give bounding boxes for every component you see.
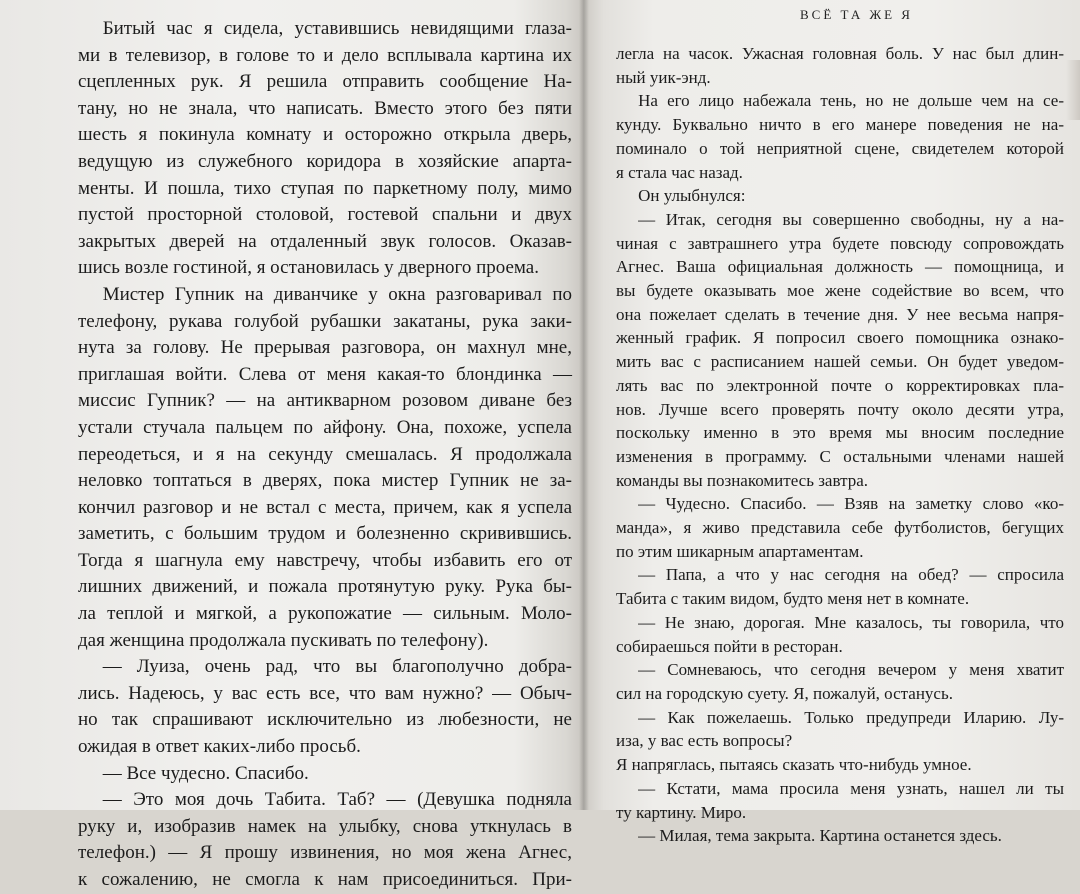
text-line: лись. Надеюсь, у вас есть все, что вам нужно? — Обыч- bbox=[78, 682, 572, 704]
text-line: Мистер Гупник на диванчике у окна разговаривал по bbox=[102, 283, 572, 305]
book-gutter bbox=[579, 0, 589, 810]
text-line: команды вы познакомитесь завтра. bbox=[616, 470, 869, 490]
text-line: — Не знаю, дорогая. Мне казалось, ты говорила, что bbox=[638, 612, 1064, 632]
text-line: Агнес. Ваша официальная должность — помощница, и bbox=[616, 257, 1064, 277]
text-line: мить вас с расписанием нашей семьи. Он будет уведом- bbox=[616, 352, 1064, 372]
text-line: — Все чудесно. Спасибо. bbox=[102, 762, 309, 784]
text-line: поскольку именно в это время мы вносим последние bbox=[616, 423, 1064, 443]
text-line: легла на часок. Ужасная головная боль. У нас был длин- bbox=[616, 44, 1064, 63]
text-line: дая женщина продолжала пускивать по телефону). bbox=[78, 629, 489, 651]
text-line: нута за голову. Не прерывая разговора, он махнул мне, bbox=[78, 337, 572, 359]
text-line: — Кстати, мама просила меня узнать, нашел ли ты bbox=[638, 778, 1064, 798]
text-line: телефону, рукава голубой рубашки закатаны, рука заки- bbox=[78, 310, 572, 332]
text-line: по этим шикарным апартаментам. bbox=[616, 541, 864, 561]
text-line: тану, но не знала, что написать. Вместо этого без пяти bbox=[78, 97, 572, 119]
text-line: ми в телевизор, в голове то и дело всплывала картина их bbox=[78, 44, 572, 66]
text-line: но так спрашивают исключительно из любезности, не bbox=[78, 709, 572, 731]
text-line: шесть я покинула комнату и осторожно открыла дверь, bbox=[78, 124, 572, 146]
text-line: иза, у вас есть вопросы? bbox=[616, 731, 793, 751]
text-line: сил на городскую суету. Я, пожалуй, останусь. bbox=[616, 683, 953, 703]
text-line: — Это моя дочь Табита. Таб? — (Девушка подняла bbox=[102, 789, 572, 811]
text-line: На его лицо набежала тень, но не дольше чем на се- bbox=[638, 91, 1064, 111]
text-line: менты. И пошла, тихо ступая по паркетному полу, мимо bbox=[78, 177, 572, 199]
text-line: женный график. Я попросил своего помощника ознако- bbox=[616, 328, 1064, 348]
page-edge-shadow bbox=[1066, 60, 1080, 120]
text-line: я стала час назад. bbox=[616, 162, 743, 182]
text-line: вы будете оказывать мое жене содействие во всем, что bbox=[616, 281, 1064, 301]
text-line: ный уик-энд. bbox=[616, 67, 711, 87]
text-line: Тогда я шагнула ему навстречу, чтобы избавить его от bbox=[78, 549, 572, 571]
text-line: нов. Лучше всего проверять почту около десяти утра, bbox=[616, 399, 1064, 419]
text-line: манда», я живо представила себе футболистов, бегущих bbox=[616, 518, 1064, 538]
text-line: неловко топтаться в дверях, пока мистер Гупник не за- bbox=[78, 470, 572, 492]
text-line: собираешься пойти в ресторан. bbox=[616, 636, 843, 656]
text-line: закрытых дверей на отдаленный звук голосов. Оказав- bbox=[78, 230, 572, 252]
text-line: Я напряглась, пытаясь сказать что-нибудь умное. bbox=[616, 755, 972, 775]
text-line: лишних движений, и пожала протянутую руку. Рука бы- bbox=[78, 576, 572, 598]
text-line: шись возле гостиной, я остановилась у дверного проема. bbox=[78, 257, 539, 279]
text-line: устали стучала пальцем по айфону. Она, похоже, успела bbox=[78, 416, 572, 438]
text-line: — Сомневаюсь, что сегодня вечером у меня хватит bbox=[638, 660, 1064, 680]
text-line: кунду. Буквально ничто в его манере поведения не на- bbox=[616, 115, 1064, 135]
text-line: миссис Гупник? — на антикварном розовом диване без bbox=[78, 390, 572, 412]
text-line: — Как пожелаешь. Только предупреди Иларию. Лу- bbox=[638, 707, 1064, 727]
text-line: телефон.) — Я прошу извинения, но моя жена Агнес, bbox=[78, 842, 572, 864]
text-line: она пожелает сделать в течение дня. У нее весьма напря- bbox=[616, 304, 1064, 324]
text-line: сцепленных рук. Я решила отправить сообщение На- bbox=[78, 71, 572, 93]
text-line: лять вас по электронной почте о корректировках пла- bbox=[616, 375, 1064, 395]
text-line: — Папа, а что у нас сегодня на обед? — спросила bbox=[638, 565, 1064, 585]
text-line: — Луиза, очень рад, что вы благополучно добра- bbox=[102, 656, 572, 678]
text-line: заметить, с большим трудом и болезненно скривившись. bbox=[78, 523, 572, 545]
text-line: Табита с таким видом, будто меня нет в комнате. bbox=[616, 589, 970, 609]
text-line: чиная с завтрашнего утра будете повсюду сопровождать bbox=[616, 233, 1064, 253]
text-line: переодеться, и я на секунду смешалась. Я продолжала bbox=[78, 443, 572, 465]
text-line: изменения в программу. С остальными членами нашей bbox=[616, 446, 1064, 466]
text-line: Битый час я сидела, уставившись невидящими глаза- bbox=[102, 18, 572, 39]
right-page-text bbox=[616, 42, 1064, 848]
right-page bbox=[584, 0, 1080, 846]
text-line: — Чудесно. Спасибо. — Взяв на заметку слово «ко- bbox=[638, 494, 1064, 514]
left-page-text bbox=[78, 16, 572, 894]
text-line: поминало о той неприятной сцене, свидетелем которой bbox=[616, 138, 1064, 158]
text-line: Он улыбнулся: bbox=[638, 186, 746, 206]
text-line: к сожалению, не смогла к нам присоединиться. При- bbox=[78, 869, 572, 890]
text-line: ведущую из служебного коридора в хозяйские апарта- bbox=[78, 150, 572, 172]
text-line: — Итак, сегодня вы совершенно свободны, ну а на- bbox=[638, 209, 1064, 229]
text-line: руку и, изобразив намек на улыбку, снова уткнулась в bbox=[78, 815, 572, 837]
text-line: пустой просторной столовой, гостевой спальни и двух bbox=[78, 204, 572, 226]
text-line: — Милая, тема закрыта. Картина останется здесь. bbox=[638, 826, 1002, 846]
text-line: приглашая войти. Слева от меня какая-то блондинка — bbox=[78, 363, 572, 385]
running-head: ВСЁ ТА ЖЕ Я bbox=[800, 7, 913, 22]
text-line: ту картину. Миро. bbox=[616, 802, 747, 822]
text-line: ла теплой и мягкой, а рукопожатие — сильным. Моло- bbox=[78, 603, 572, 625]
text-line: ожидая в ответ каких-либо просьб. bbox=[78, 736, 361, 758]
text-line: кончил разговор и не встал с места, причем, как я успела bbox=[78, 496, 572, 518]
